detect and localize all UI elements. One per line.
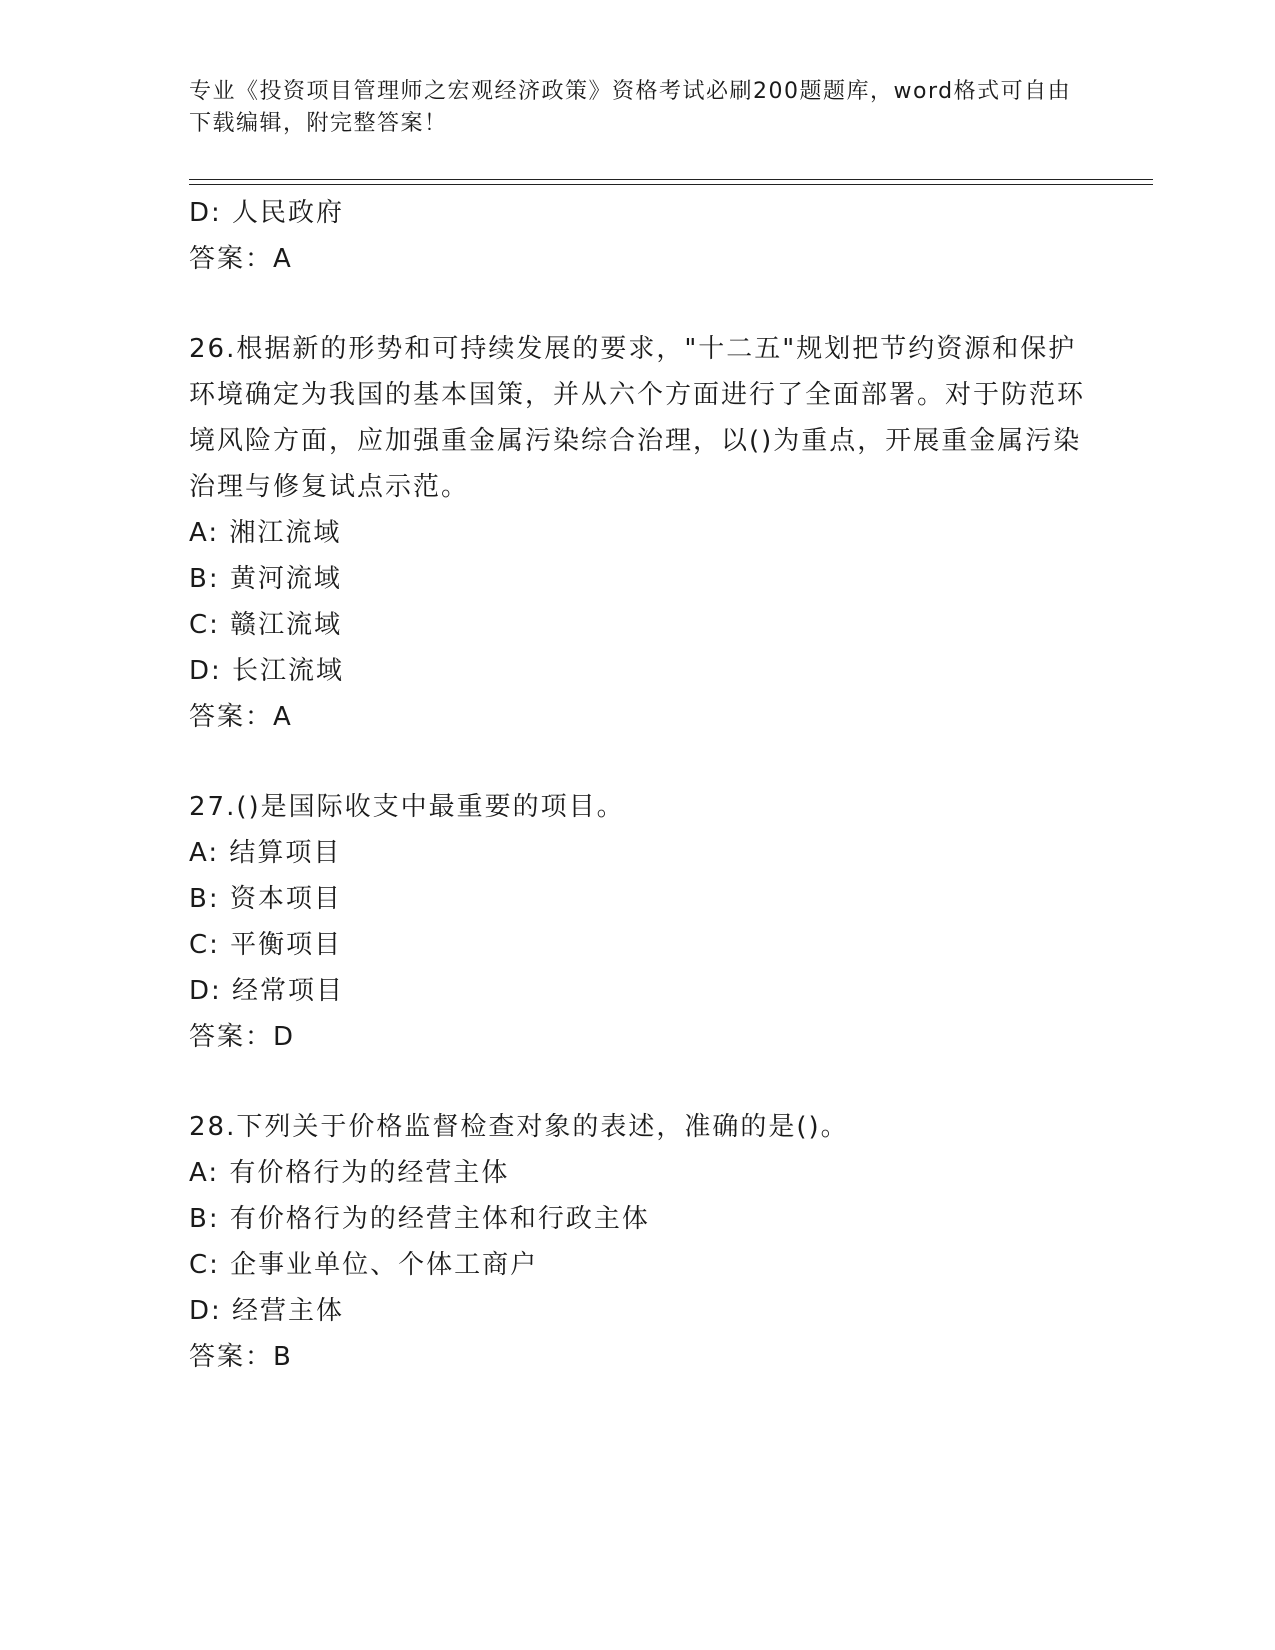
document-header xyxy=(189,76,1089,140)
question-26 xyxy=(189,326,1089,740)
option-c: C: 平衡项目 xyxy=(189,930,343,960)
option-c: C: 企事业单位、个体工商户 xyxy=(189,1250,539,1280)
spacer xyxy=(189,282,1089,326)
carryover-block xyxy=(189,190,1089,282)
question-28 xyxy=(189,1104,1089,1380)
question-list xyxy=(189,190,1089,1380)
option-a: A: 湘江流域 xyxy=(189,518,342,548)
question-stem: 27.()是国际收支中最重要的项目。 xyxy=(189,792,625,822)
answer-label: 答案：B xyxy=(189,1342,293,1372)
option-a: A: 结算项目 xyxy=(189,838,342,868)
header-divider-bottom xyxy=(189,184,1153,185)
option-c: C: 赣江流域 xyxy=(189,610,343,640)
question-stem: 26.根据新的形势和可持续发展的要求，"十二五"规划把节约资源和保护环境确定为我国的基本国策，并从六个方面进行了全面部署。对于防范环境风险方面，应加强重金属污染综合治理，以()为重点，开展重金属污染治理与修复试点示范。 xyxy=(189,334,1086,502)
answer-label: 答案：D xyxy=(189,1022,296,1052)
option-d: D: 长江流域 xyxy=(189,656,345,686)
spacer xyxy=(189,740,1089,784)
option-b: B: 黄河流域 xyxy=(189,564,342,594)
option-b: B: 有价格行为的经营主体和行政主体 xyxy=(189,1204,650,1234)
question-27 xyxy=(189,784,1089,1060)
option-d: D: 人民政府 xyxy=(189,198,345,228)
option-d: D: 经营主体 xyxy=(189,1296,345,1326)
option-d: D: 经常项目 xyxy=(189,976,345,1006)
option-b: B: 资本项目 xyxy=(189,884,342,914)
question-stem: 28.下列关于价格监督检查对象的表述，准确的是()。 xyxy=(189,1112,849,1142)
answer-label: 答案：A xyxy=(189,702,293,732)
header-title: 专业《投资项目管理师之宏观经济政策》资格考试必刷200题题库，word格式可自由下载编辑，附完整答案！ xyxy=(189,79,1072,136)
option-a: A: 有价格行为的经营主体 xyxy=(189,1158,510,1188)
spacer xyxy=(189,1060,1089,1104)
answer-label: 答案：A xyxy=(189,244,293,274)
header-divider-top xyxy=(189,179,1153,180)
